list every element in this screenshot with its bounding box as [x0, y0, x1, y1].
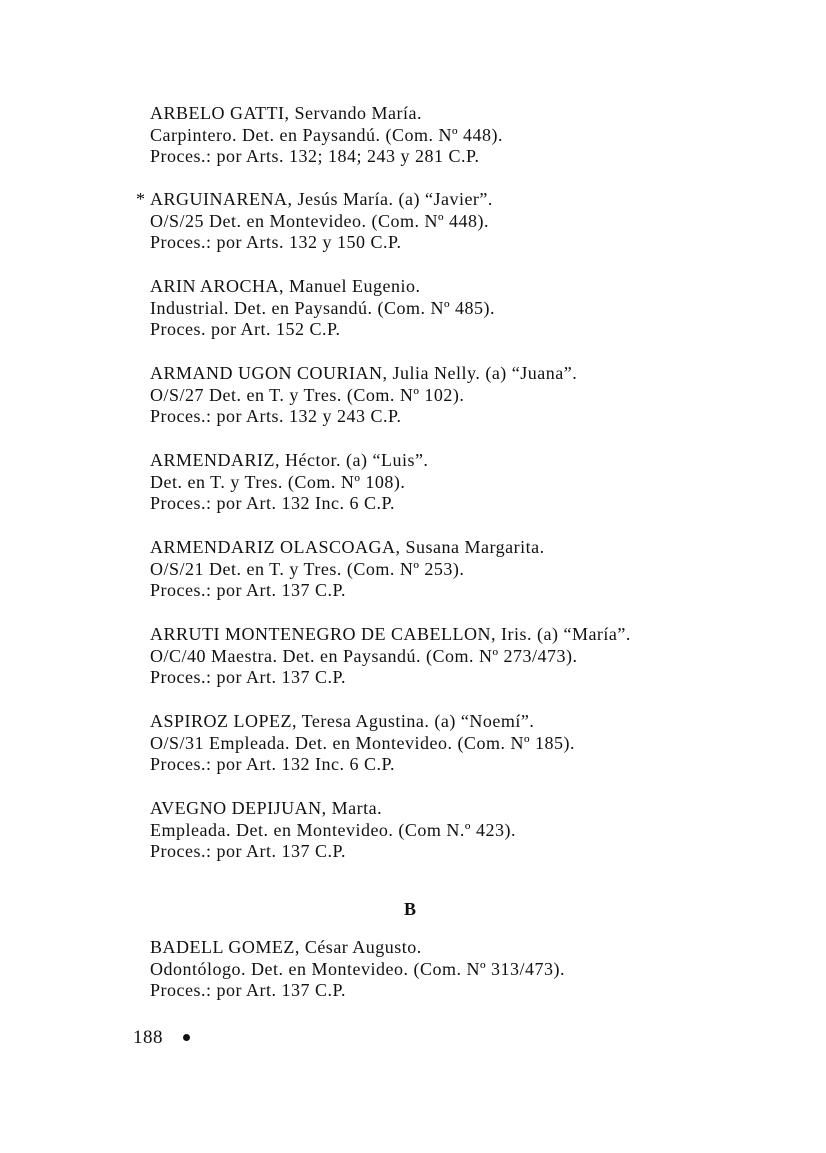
record-entry	[150, 798, 770, 863]
entry-process-line: Proces.: por Arts. 132; 184; 243 y 281 C.P.	[150, 146, 480, 166]
entry-name-line: ARMENDARIZ, Héctor. (a) “Luis”.	[150, 450, 429, 470]
entry-process-line: Proces.: por Art. 137 C.P.	[150, 980, 347, 1000]
record-entry	[150, 537, 770, 602]
entry-detail-line: Odontólogo. Det. en Montevideo. (Com. Nº 313/473).	[150, 958, 566, 979]
page-footer	[133, 1027, 190, 1049]
entry-name-line: ARMENDARIZ OLASCOAGA, Susana Margarita.	[150, 537, 545, 557]
entry-process-line: Proces.: por Art. 132 Inc. 6 C.P.	[150, 493, 395, 513]
entry-detail-line: Det. en T. y Tres. (Com. Nº 108).	[150, 471, 406, 492]
entry-process-line: Proces. por Art. 152 C.P.	[150, 319, 341, 339]
entry-process-line: Proces.: por Art. 137 C.P.	[150, 667, 347, 687]
entry-process-line: Proces.: por Art. 137 C.P.	[150, 580, 347, 600]
entry-name-line: ASPIROZ LOPEZ, Teresa Agustina. (a) “Noemí”.	[150, 711, 535, 731]
record-entry	[150, 624, 770, 689]
entry-name-line: ARRUTI MONTENEGRO DE CABELLON, Iris. (a) “María”.	[150, 624, 631, 644]
section-letter: B	[403, 899, 416, 919]
record-entry	[150, 937, 770, 1002]
section-heading	[0, 898, 826, 920]
entry-detail-line: O/S/21 Det. en T. y Tres. (Com. Nº 253).	[150, 558, 465, 579]
entry-detail-line: O/C/40 Maestra. Det. en Paysandú. (Com. Nº 273/473).	[150, 645, 578, 666]
entry-detail-line: Empleada. Det. en Montevideo. (Com N.º 423).	[150, 819, 517, 840]
entry-detail-line: Carpintero. Det. en Paysandú. (Com. Nº 448).	[150, 124, 504, 145]
record-entry	[150, 711, 770, 776]
entry-name-line: ARIN AROCHA, Manuel Eugenio.	[150, 276, 421, 296]
entry-detail-line: Industrial. Det. en Paysandú. (Com. Nº 485).	[150, 297, 496, 318]
record-entry	[150, 363, 770, 428]
entry-name-line: ARBELO GATTI, Servando María.	[150, 103, 422, 123]
page-number: 188	[133, 1027, 163, 1048]
entry-name-line: AVEGNO DEPIJUAN, Marta.	[150, 798, 383, 818]
record-entry	[150, 450, 770, 515]
record-entry	[150, 276, 770, 341]
entry-detail-line: O/S/31 Empleada. Det. en Montevideo. (Com. Nº 185).	[150, 732, 576, 753]
entry-detail-line: O/S/27 Det. en T. y Tres. (Com. Nº 102).	[150, 384, 465, 405]
asterisk-marker: *	[136, 189, 145, 209]
entry-process-line: Proces.: por Art. 137 C.P.	[150, 841, 347, 861]
entry-name-line: ARMAND UGON COURIAN, Julia Nelly. (a) “Juana”.	[150, 363, 578, 383]
entry-name-line: ARGUINARENA, Jesús María. (a) “Javier”.	[150, 189, 493, 209]
record-entry	[150, 103, 770, 168]
entry-process-line: Proces.: por Arts. 132 y 150 C.P.	[150, 232, 402, 252]
bullet-dot-icon	[183, 1034, 190, 1041]
entry-process-line: Proces.: por Arts. 132 y 243 C.P.	[150, 406, 402, 426]
record-entry	[136, 189, 770, 254]
entry-process-line: Proces.: por Art. 132 Inc. 6 C.P.	[150, 754, 395, 774]
entry-detail-line: O/S/25 Det. en Montevideo. (Com. Nº 448).	[150, 210, 490, 231]
entry-name-line: BADELL GOMEZ, César Augusto.	[150, 937, 422, 957]
